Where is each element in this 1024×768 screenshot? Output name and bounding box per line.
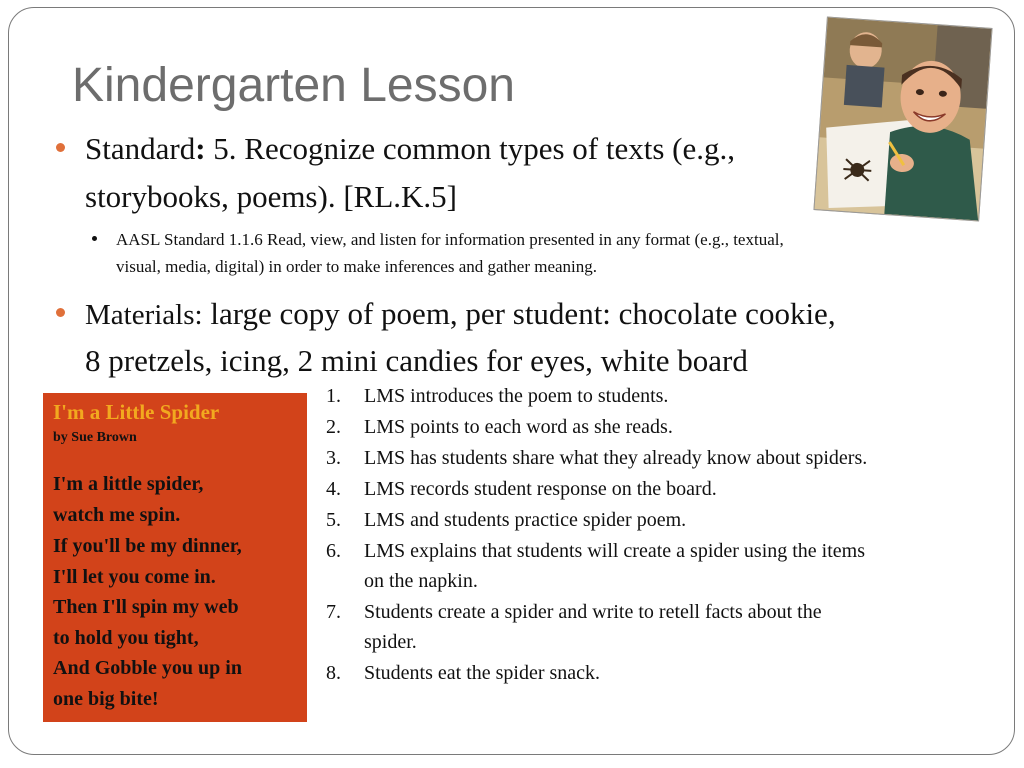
step-text: LMS and students practice spider poem.: [364, 509, 687, 531]
materials-label: Materials:: [85, 299, 203, 331]
poem-line: I'm a little spider,: [53, 473, 204, 495]
standard-colon: :: [195, 131, 206, 166]
slide-title: Kindergarten Lesson: [72, 59, 515, 112]
step-text: Students eat the spider snack.: [364, 662, 601, 684]
aasl-line-1: AASL Standard 1.1.6 Read, view, and listen for information presented in any format (e.g., textual,: [116, 230, 784, 249]
poem-line: watch me spin.: [53, 504, 181, 526]
step-text: LMS points to each word as she reads.: [364, 416, 673, 438]
step-number: 3.: [326, 447, 341, 469]
list-item: [326, 474, 717, 504]
poem-line: one big bite!: [53, 688, 159, 710]
step-number: 8.: [326, 662, 341, 684]
list-item: [326, 381, 668, 411]
step-text-continuation: on the napkin.: [364, 570, 478, 592]
materials-line-2: 8 pretzels, icing, 2 mini candies for eyes, white board: [85, 343, 748, 378]
materials-text: large copy of poem, per student: chocolate cookie,: [202, 296, 836, 331]
step-number: 5.: [326, 509, 341, 531]
step-number: 4.: [326, 478, 341, 500]
poem-line: If you'll be my dinner,: [53, 535, 242, 557]
step-text: LMS records student response on the board.: [364, 478, 717, 500]
poem-title: I'm a Little Spider: [53, 400, 220, 424]
step-text: LMS introduces the poem to students.: [364, 385, 669, 407]
standard-line-1: [85, 126, 735, 172]
poem-line: I'll let you come in.: [53, 566, 216, 588]
standard-line-2: storybooks, poems). [RL.K.5]: [85, 179, 457, 214]
step-text-continuation: spider.: [364, 631, 417, 653]
standard-text: 5. Recognize common types of texts (e.g.,: [205, 131, 735, 166]
poem-author: by Sue Brown: [53, 430, 137, 445]
standard-label: Standard: [85, 131, 196, 166]
step-number: 2.: [326, 416, 341, 438]
poem-line: to hold you tight,: [53, 627, 199, 649]
aasl-bullet-icon: [92, 236, 97, 241]
list-item: [326, 536, 865, 566]
standard-bullet-icon: [56, 143, 65, 152]
materials-line-1: [85, 291, 836, 338]
poem-box: [43, 393, 307, 722]
classroom-photo: [813, 16, 992, 221]
step-number: 6.: [326, 540, 341, 562]
list-item: [326, 658, 600, 688]
aasl-line-2: visual, media, digital) in order to make inferences and gather meaning.: [116, 257, 598, 276]
step-number: 7.: [326, 601, 341, 623]
list-item: [326, 505, 686, 535]
poem-line: Then I'll spin my web: [53, 596, 239, 618]
step-text: LMS has students share what they already know about spiders.: [364, 447, 868, 469]
list-item: [326, 443, 867, 473]
poem-line: And Gobble you up in: [53, 657, 242, 679]
list-item: [326, 597, 822, 627]
step-text: LMS explains that students will create a spider using the items: [364, 540, 866, 562]
list-item: [326, 412, 673, 442]
step-number: 1.: [326, 385, 341, 407]
step-text: Students create a spider and write to retell facts about the: [364, 601, 822, 623]
materials-bullet-icon: [56, 308, 65, 317]
